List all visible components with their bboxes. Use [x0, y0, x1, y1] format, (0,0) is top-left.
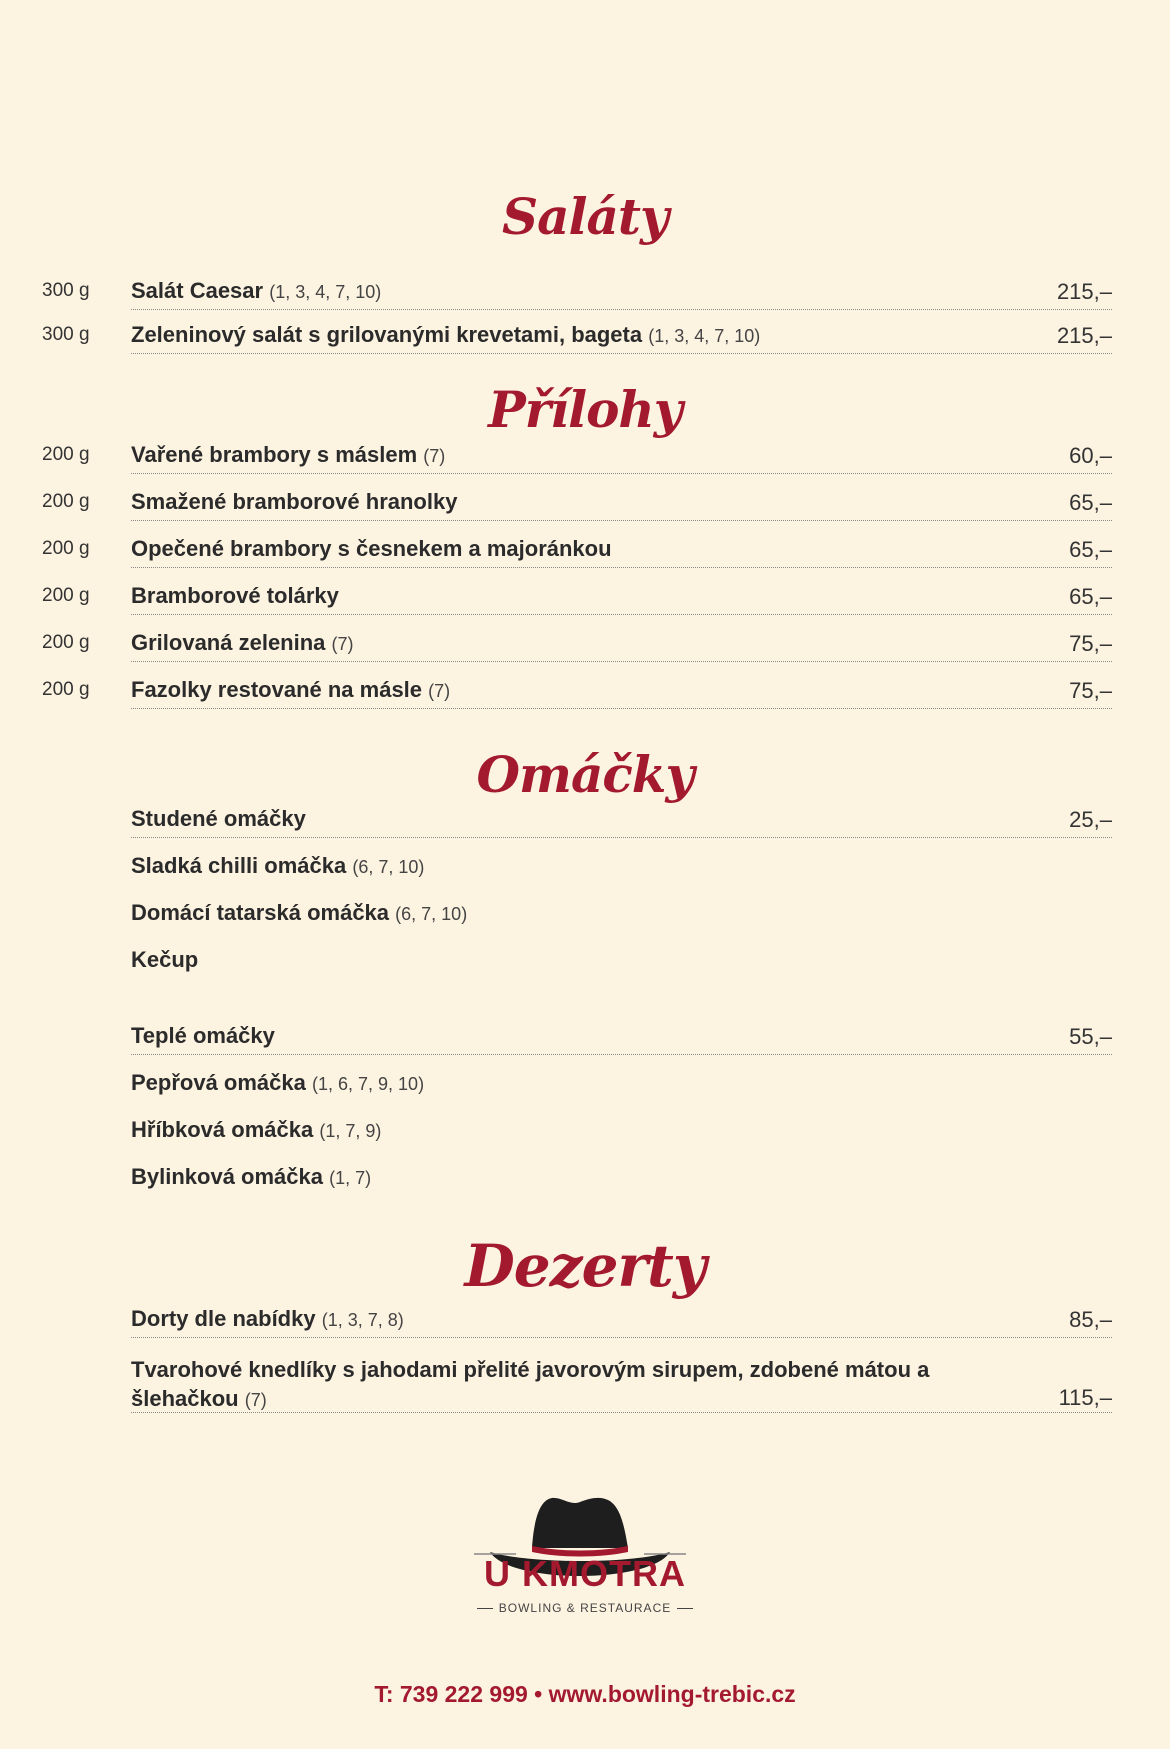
- section-title-prilohy: Přílohy: [488, 380, 682, 439]
- item-name-text: Bramborové tolárky: [131, 583, 339, 608]
- item-weight: 200 g: [42, 491, 90, 512]
- item-weight: 200 g: [42, 444, 90, 465]
- menu-item: [0, 436, 1170, 476]
- sauce-group-warm: [0, 1017, 1170, 1057]
- group-name: Studené omáčky: [131, 806, 306, 831]
- dotted-divider: [131, 473, 1112, 474]
- section-title-dezerty: Dezerty: [464, 1232, 706, 1300]
- item-price: 65,–: [1069, 584, 1112, 609]
- item-price: 75,–: [1069, 678, 1112, 703]
- item-allergens: (1, 3, 7, 8): [321, 1310, 404, 1330]
- item-name-text: Bylinková omáčka: [131, 1164, 323, 1189]
- sauce-item: [0, 894, 1170, 934]
- dotted-divider: [131, 1337, 1112, 1338]
- dotted-divider: [131, 520, 1112, 521]
- brand-name: U KMOTRA: [484, 1553, 686, 1594]
- sauce-item: [0, 1158, 1170, 1198]
- item-weight: 200 g: [42, 538, 90, 559]
- item-name: [131, 1306, 404, 1332]
- menu-item: [0, 272, 1170, 312]
- group-name: Teplé omáčky: [131, 1023, 275, 1048]
- item-name: Kečup: [131, 947, 199, 972]
- item-name-text: Smažené bramborové hranolky: [131, 489, 458, 514]
- item-price: 60,–: [1069, 443, 1112, 468]
- item-name-text: Pepřová omáčka: [131, 1070, 306, 1095]
- sauce-item: [0, 941, 1170, 981]
- item-allergens: (6, 7, 10): [352, 857, 425, 877]
- item-name: [131, 583, 339, 609]
- item-allergens: (1, 6, 7, 9, 10): [312, 1074, 425, 1094]
- item-name-text: Zeleninový salát s grilovanými krevetami, bageta: [131, 322, 643, 347]
- item-price: 215,–: [1056, 323, 1112, 348]
- item-name-text: Salát Caesar: [131, 278, 264, 303]
- dotted-divider: [131, 567, 1112, 568]
- item-weight: 300 g: [42, 324, 90, 345]
- item-name-text: Opečené brambory s česnekem a majoránkou: [131, 536, 612, 561]
- item-name-text: Grilovaná zelenina: [131, 630, 326, 655]
- item-name: [131, 630, 354, 656]
- dotted-divider: [131, 614, 1112, 615]
- group-price: 55,–: [1069, 1024, 1112, 1049]
- brand-tagline-text: BOWLING & RESTAURACE: [471, 1601, 699, 1615]
- item-name: [131, 442, 445, 468]
- item-name-text: Domácí tatarská omáčka: [131, 900, 390, 925]
- item-name-text: Vařené brambory s máslem: [131, 442, 418, 467]
- item-allergens: (1, 3, 4, 7, 10): [648, 326, 761, 346]
- sauce-group-cold: [0, 800, 1170, 840]
- dotted-divider: [131, 1054, 1112, 1055]
- menu-item: [0, 1300, 1170, 1340]
- item-allergens: (1, 7, 9): [319, 1121, 382, 1141]
- menu-item: [0, 624, 1170, 664]
- item-allergens: (1, 3, 4, 7, 10): [269, 282, 382, 302]
- item-name: [131, 278, 381, 304]
- section-title-omacky: Omáčky: [476, 745, 694, 804]
- dotted-divider: [131, 708, 1112, 709]
- brand-tagline: [0, 1601, 1170, 1615]
- item-price: 75,–: [1069, 631, 1112, 656]
- item-name: [131, 1355, 951, 1415]
- item-price: 215,–: [1056, 279, 1112, 304]
- item-weight: 200 g: [42, 585, 90, 606]
- item-price: 115,–: [1058, 1385, 1112, 1410]
- item-name-text: Sladká chilli omáčka: [131, 853, 347, 878]
- dotted-divider: [131, 353, 1112, 354]
- item-name: [131, 489, 457, 515]
- item-allergens: (7): [428, 681, 451, 701]
- item-allergens: (1, 7): [329, 1168, 372, 1188]
- dotted-divider: [131, 661, 1112, 662]
- item-weight: 200 g: [42, 632, 90, 653]
- item-allergens: (6, 7, 10): [395, 904, 468, 924]
- dotted-divider: [131, 309, 1112, 310]
- menu-item: [0, 1349, 1170, 1415]
- item-name: [131, 1164, 371, 1190]
- item-name: [131, 853, 424, 879]
- item-name: [131, 1070, 424, 1096]
- item-name-text: Hříbková omáčka: [131, 1117, 314, 1142]
- group-price: 25,–: [1069, 807, 1112, 832]
- sauce-item: [0, 847, 1170, 887]
- item-weight: 300 g: [42, 280, 90, 301]
- sauce-item: [0, 1064, 1170, 1104]
- dotted-divider: [131, 1412, 1112, 1413]
- item-name: [131, 677, 450, 703]
- menu-item: [0, 483, 1170, 523]
- item-name-text: Dorty dle nabídky: [131, 1306, 316, 1331]
- item-price: 65,–: [1069, 490, 1112, 515]
- item-name: [131, 1117, 381, 1143]
- section-title-salaty: Saláty: [501, 187, 669, 246]
- contact-line[interactable]: T: 739 222 999 • www.bowling-trebic.cz: [374, 1681, 796, 1707]
- item-name-text: Tvarohové knedlíky s jahodami přelité javorovým sirupem, zdobené mátou a šlehačkou: [131, 1357, 930, 1411]
- sauce-item: [0, 1111, 1170, 1151]
- menu-item: [0, 671, 1170, 711]
- item-allergens: (7): [331, 634, 354, 654]
- item-weight: 200 g: [42, 679, 90, 700]
- dotted-divider: [131, 837, 1112, 838]
- item-name: [131, 536, 612, 562]
- item-price: 85,–: [1069, 1307, 1112, 1332]
- item-price: 65,–: [1069, 537, 1112, 562]
- menu-item: [0, 577, 1170, 617]
- item-name: [131, 322, 760, 348]
- item-name: [131, 900, 467, 926]
- menu-item: [0, 530, 1170, 570]
- item-allergens: (7): [244, 1390, 267, 1410]
- item-allergens: (7): [423, 446, 446, 466]
- item-name-text: Fazolky restované na másle: [131, 677, 423, 702]
- menu-item: [0, 316, 1170, 356]
